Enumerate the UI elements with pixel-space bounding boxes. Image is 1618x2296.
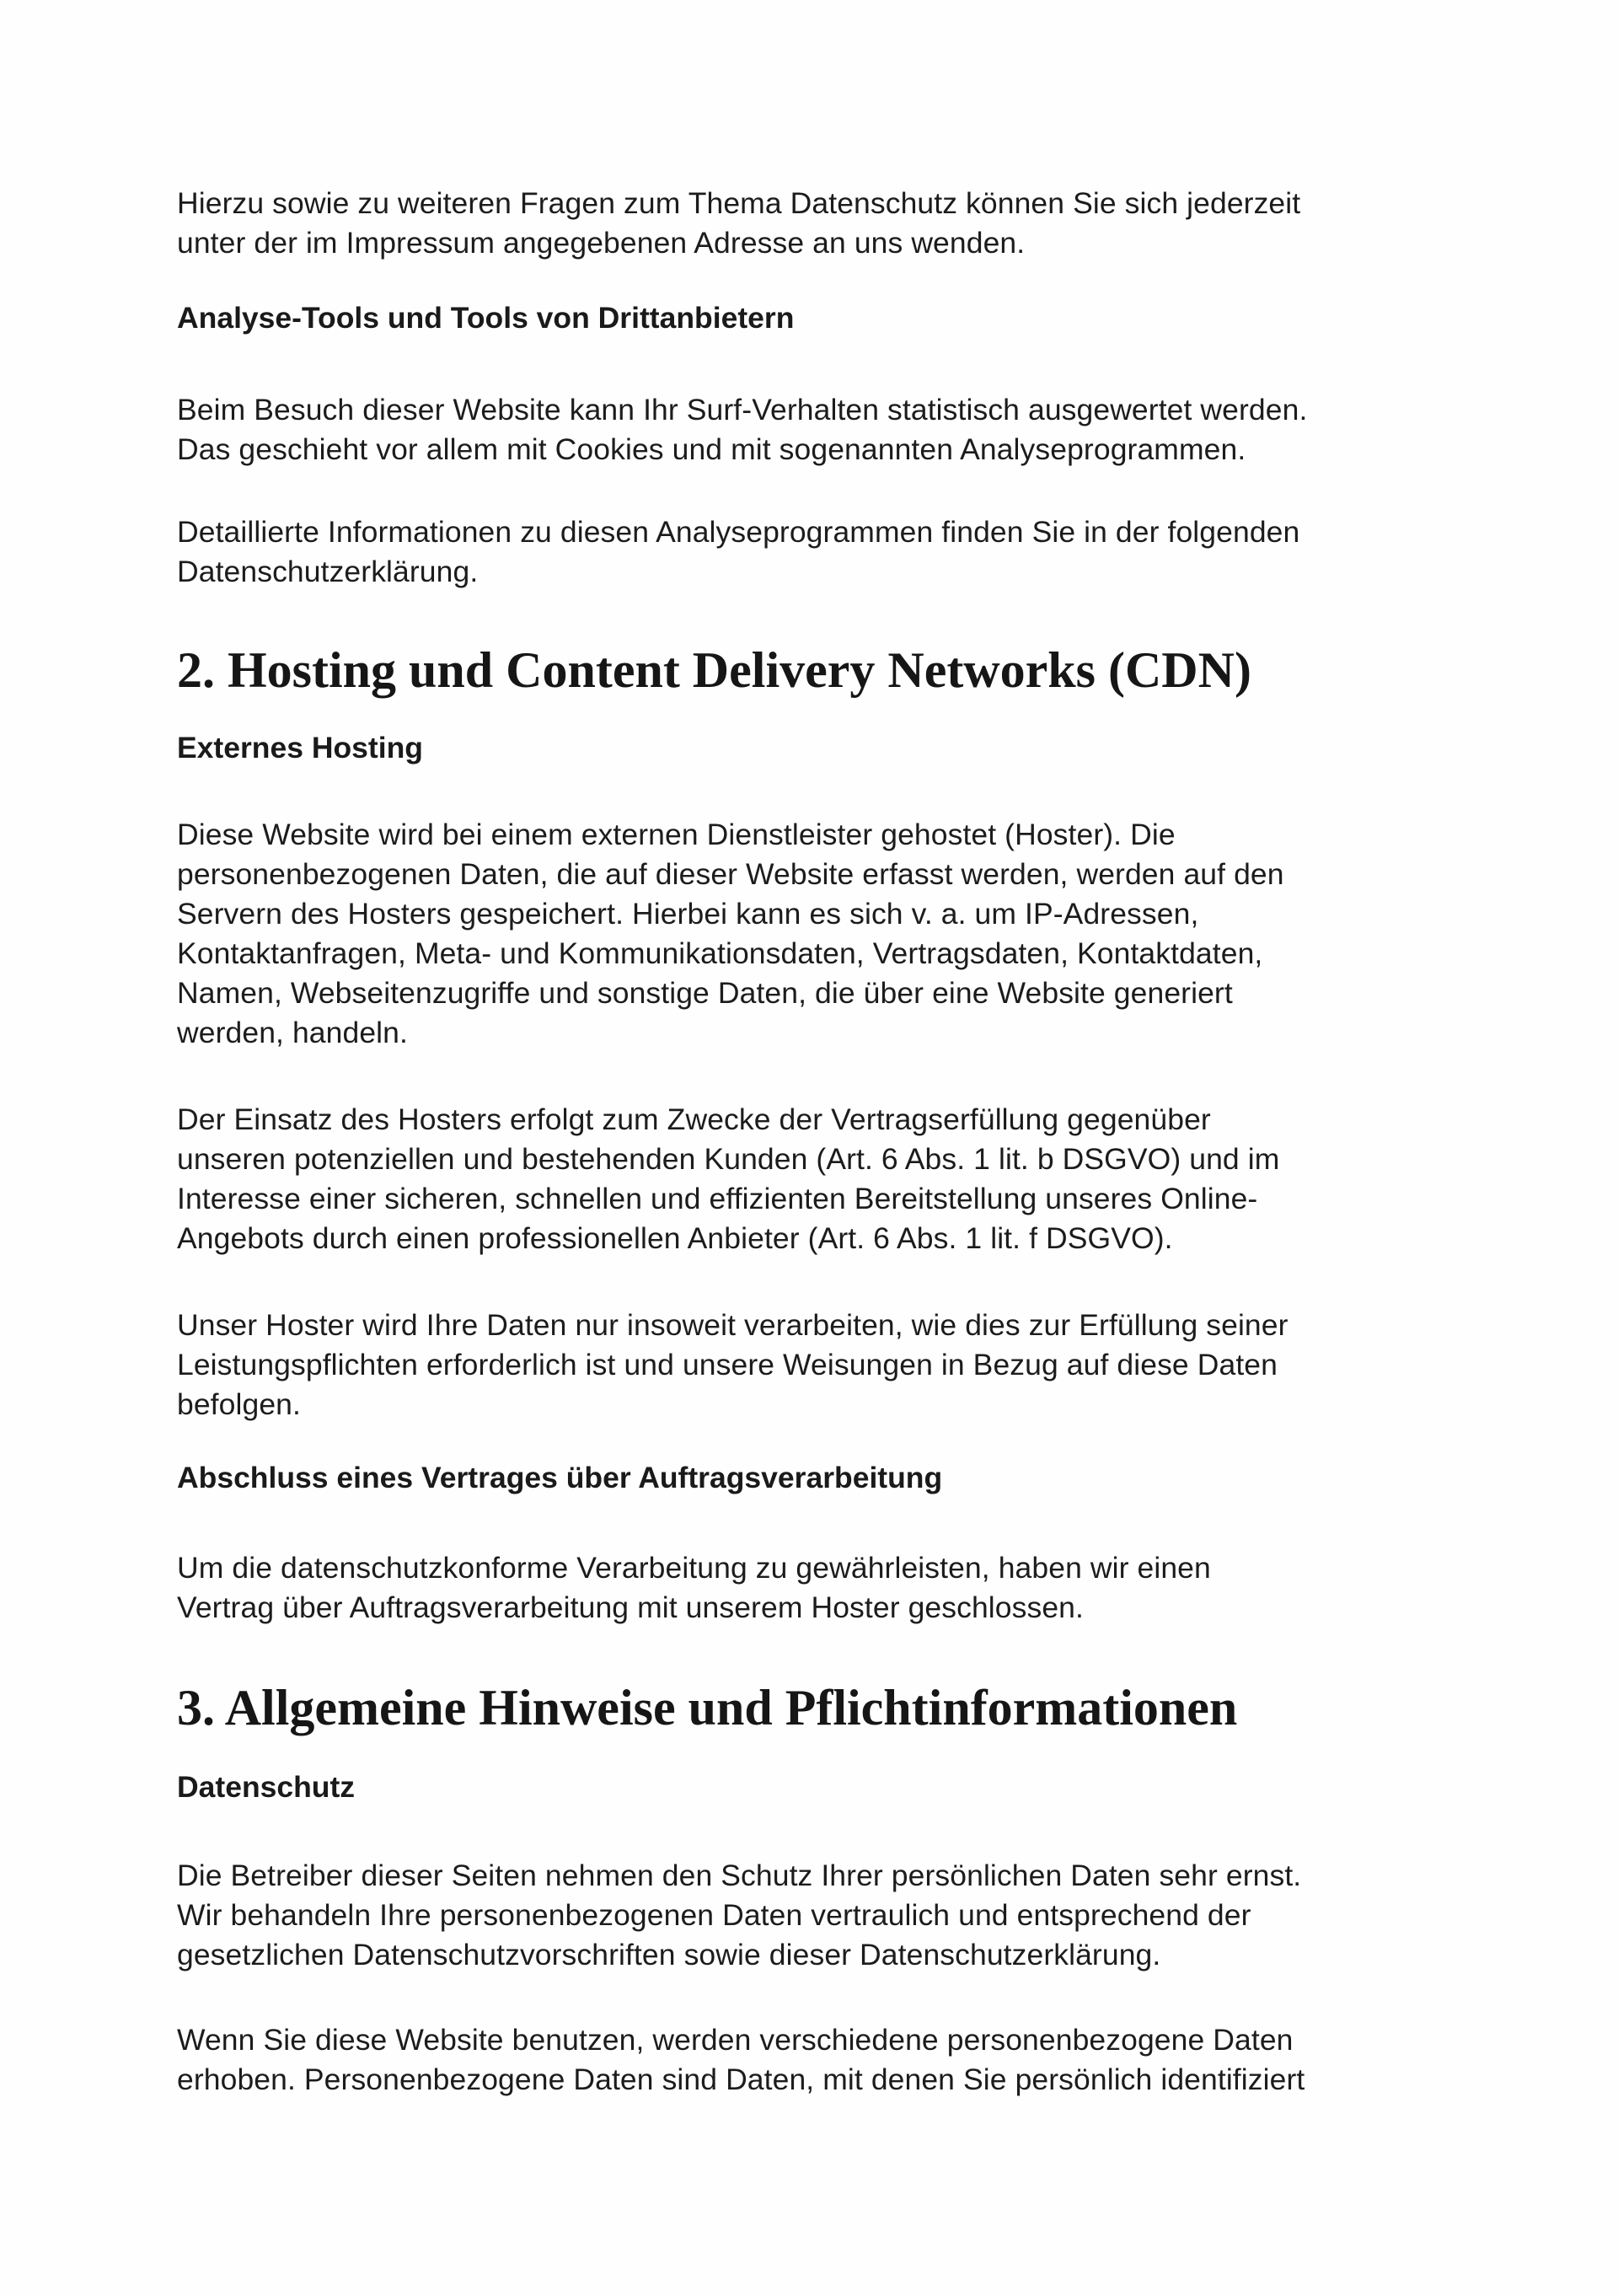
document-content: [177, 184, 1458, 2143]
analyse-paragraph-2: [177, 512, 1458, 592]
text-line: personenbezogenen Daten, die auf dieser Website erfasst werden, werden auf den: [177, 857, 1284, 891]
text-line: Das geschieht vor allem mit Cookies und mit sogenannten Analyseprogrammen.: [177, 432, 1246, 466]
privacy-heading: Datenschutz: [177, 1770, 356, 1804]
text-line: Beim Besuch dieser Website kann Ihr Surf-Verhalten statistisch ausgewertet werden.: [177, 393, 1308, 426]
analyse-tools-heading: Analyse-Tools und Tools von Drittanbietern: [177, 301, 795, 335]
external-hosting-heading: Externes Hosting: [177, 731, 423, 764]
privacy-paragraph-2: [177, 2020, 1458, 2100]
text-line: Wir behandeln Ihre personenbezogenen Daten vertraulich und entsprechend der: [177, 1898, 1251, 1932]
text-line: Servern des Hosters gespeichert. Hierbei kann es sich v. a. um IP-Adressen,: [177, 897, 1199, 931]
text-line: werden, handeln.: [177, 1016, 408, 1049]
section-3-title: 3. Allgemeine Hinweise und Pflichtinformationen: [177, 1680, 1238, 1735]
text-line: Diese Website wird bei einem externen Dienstleister gehostet (Hoster). Die: [177, 818, 1176, 851]
privacy-paragraph-1: [177, 1856, 1458, 1975]
text-line: Detaillierte Informationen zu diesen Analyseprogrammen finden Sie in der folgenden: [177, 515, 1300, 549]
text-line: Unser Hoster wird Ihre Daten nur insoweit verarbeiten, wie dies zur Erfüllung seiner: [177, 1308, 1289, 1342]
text-line: Hierzu sowie zu weiteren Fragen zum Thema Datenschutz können Sie sich jederzeit: [177, 186, 1301, 220]
text-line: Die Betreiber dieser Seiten nehmen den Schutz Ihrer persönlichen Daten sehr ernst.: [177, 1859, 1302, 1892]
text-line: Namen, Webseitenzugriffe und sonstige Daten, die über eine Website generiert: [177, 976, 1233, 1010]
analyse-paragraph-1: [177, 390, 1458, 469]
text-line: unter der im Impressum angegebenen Adresse an uns wenden.: [177, 226, 1026, 260]
section-2-title: 2. Hosting und Content Delivery Networks (CDN): [177, 642, 1251, 698]
intro-paragraph: [177, 184, 1458, 263]
text-line: erhoben. Personenbezogene Daten sind Daten, mit denen Sie persönlich identifiziert: [177, 2063, 1305, 2096]
processing-contract-heading: Abschluss eines Vertrages über Auftragsverarbeitung: [177, 1461, 943, 1494]
hosting-paragraph-1: [177, 815, 1458, 1053]
text-line: Der Einsatz des Hosters erfolgt zum Zwecke der Vertragserfüllung gegenüber: [177, 1102, 1211, 1136]
text-line: Angebots durch einen professionellen Anbieter (Art. 6 Abs. 1 lit. f DSGVO).: [177, 1221, 1173, 1255]
text-line: befolgen.: [177, 1387, 301, 1421]
text-line: gesetzlichen Datenschutzvorschriften sowie dieser Datenschutzerklärung.: [177, 1938, 1161, 1971]
text-line: Kontaktanfragen, Meta- und Kommunikationsdaten, Vertragsdaten, Kontaktdaten,: [177, 936, 1263, 970]
hosting-paragraph-2: [177, 1100, 1458, 1258]
processing-contract-paragraph: [177, 1548, 1458, 1628]
text-line: Leistungspflichten erforderlich ist und unsere Weisungen in Bezug auf diese Daten: [177, 1348, 1278, 1381]
text-line: Um die datenschutzkonforme Verarbeitung zu gewährleisten, haben wir einen: [177, 1551, 1211, 1585]
text-line: unseren potenziellen und bestehenden Kunden (Art. 6 Abs. 1 lit. b DSGVO) und im: [177, 1142, 1280, 1176]
hosting-paragraph-3: [177, 1306, 1458, 1424]
text-line: Wenn Sie diese Website benutzen, werden verschiedene personenbezogene Daten: [177, 2023, 1294, 2057]
text-line: Vertrag über Auftragsverarbeitung mit unserem Hoster geschlossen.: [177, 1591, 1084, 1624]
text-line: Datenschutzerklärung.: [177, 555, 479, 588]
text-line: Interesse einer sicheren, schnellen und effizienten Bereitstellung unseres Online-: [177, 1182, 1258, 1215]
